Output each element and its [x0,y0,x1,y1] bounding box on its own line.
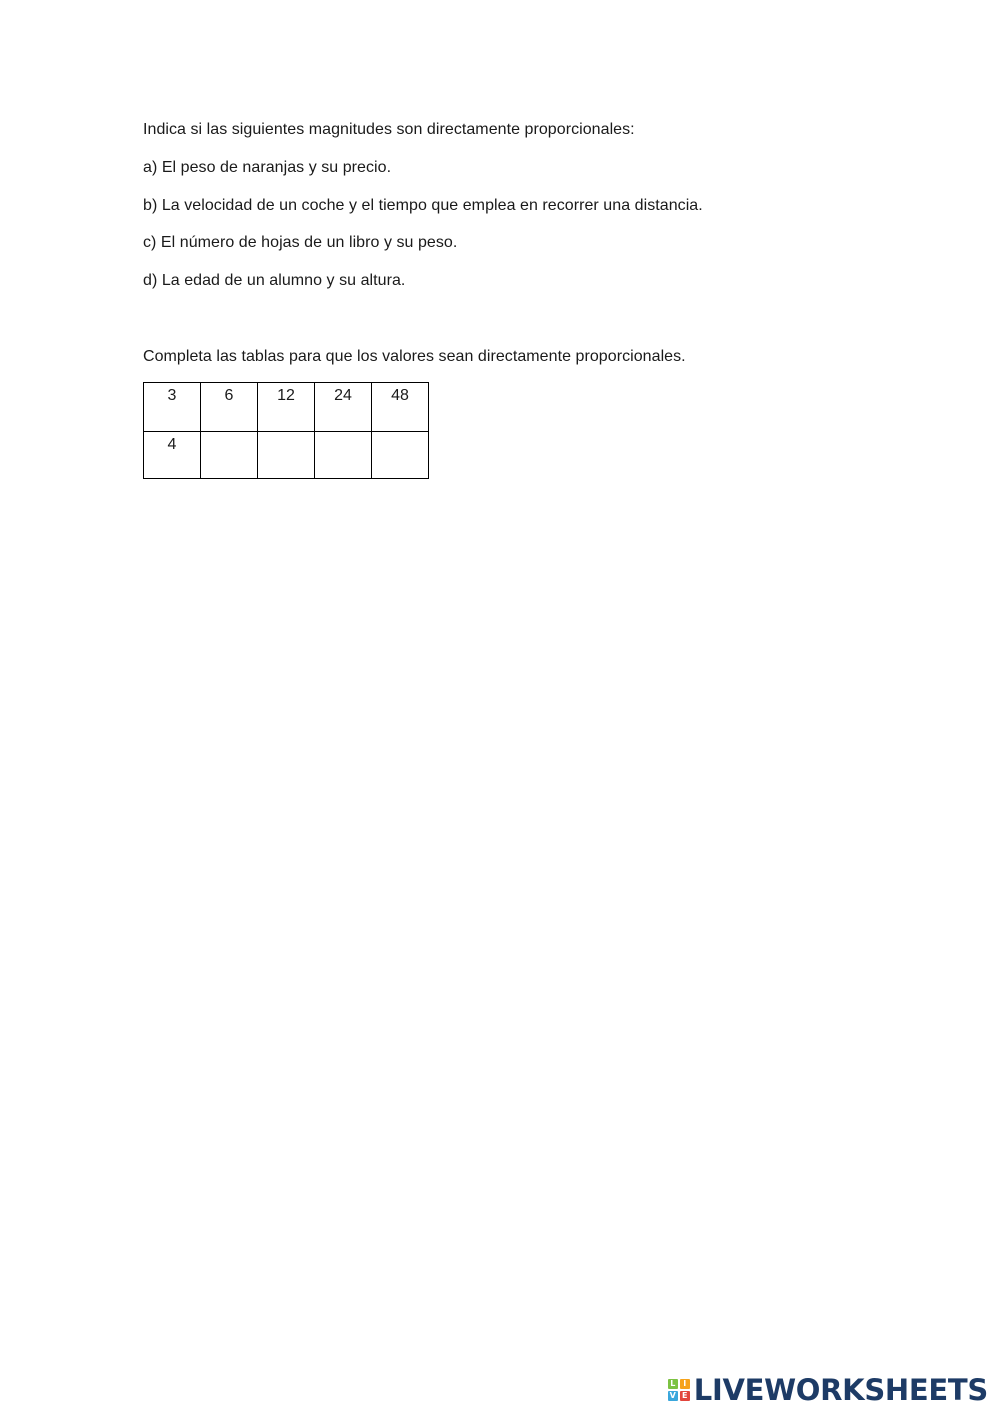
item-b: b) La velocidad de un coche y el tiempo que emplea en recorrer una distancia. [143,197,703,214]
answer-cell[interactable] [258,432,315,479]
table-cell: 12 [258,383,315,432]
table-row-top [144,383,429,432]
table-cell: 48 [372,383,429,432]
instruction-text: Indica si las siguientes magnitudes son directamente proporcionales: [143,121,635,138]
item-a: a) El peso de naranjas y su precio. [143,159,392,176]
answer-cell[interactable] [372,432,429,479]
table-instruction-text: Completa las tablas para que los valores sean directamente proporcionales. [143,348,686,365]
table-row-bottom [144,432,429,479]
liveworksheets-logo [668,1374,988,1406]
table-cell: 3 [144,383,201,432]
answer-cell[interactable] [315,432,372,479]
item-c: c) El número de hojas de un libro y su peso. [143,234,458,251]
logo-text: LIVEWORKSHEETS [693,1373,988,1407]
logo-letter: V [669,1391,676,1400]
logo-letter: I [680,1379,690,1389]
table-cell: 4 [144,432,201,479]
proportionality-table [143,382,429,479]
table-cell: 24 [315,383,372,432]
item-d: d) La edad de un alumno y su altura. [143,272,406,289]
logo-letter: E [680,1391,690,1401]
logo-icon [668,1379,690,1401]
logo-letter: L [668,1379,678,1389]
table-cell: 6 [201,383,258,432]
answer-cell[interactable] [201,432,258,479]
